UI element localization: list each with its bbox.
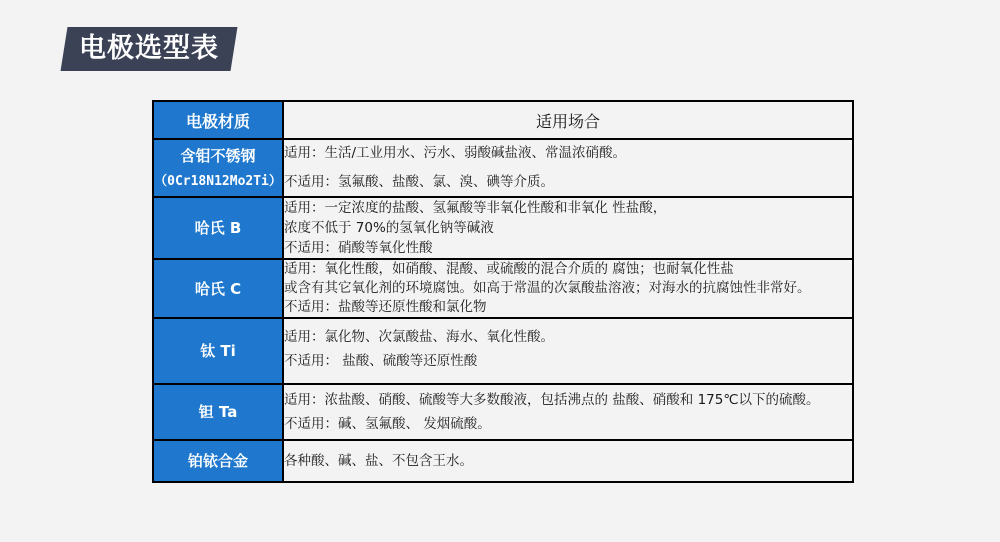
table-row-platinum-iridium: [153, 440, 853, 482]
material-cell: [153, 197, 283, 259]
material-name: 铂铱合金: [187, 452, 248, 470]
application-cell: [283, 384, 853, 440]
table-row-titanium: [153, 318, 853, 384]
material-cell: [153, 318, 283, 384]
application-line: 适用：生活/工业用水、污水、弱酸碱盐液、常温浓硝酸。: [284, 145, 627, 161]
application-line: 不适用：硝酸等氧化性酸: [284, 240, 433, 256]
application-line: 适用：氯化物、次氯酸盐、海水、氧化性酸。: [284, 329, 554, 345]
material-name: 钽 Ta: [198, 403, 238, 421]
application-line: 适用：一定浓度的盐酸、氢氟酸等非氧化性酸和非氧化 性盐酸，: [284, 200, 667, 216]
table-row-hastelloy-c: [153, 259, 853, 318]
material-cell: [153, 259, 283, 318]
material-name: 含钼不锈钢: [180, 147, 256, 165]
table-row-hastelloy-b: [153, 197, 853, 259]
application-cell: [283, 197, 853, 259]
column-header-application: 适用场合: [283, 101, 853, 139]
application-line: 不适用： 盐酸、硫酸等还原性酸: [284, 353, 478, 369]
material-cell: [153, 384, 283, 440]
material-cell: [153, 440, 283, 482]
application-line: 各种酸、碱、盐、不包含王水。: [284, 452, 473, 469]
column-header-material: 电极材质: [153, 101, 283, 139]
application-cell: [283, 139, 853, 197]
application-cell: [283, 440, 853, 482]
application-line: 适用：氧化性酸，如硝酸、混酸、或硫酸的混合介质的 腐蚀；也耐氧化性盐: [284, 261, 734, 277]
table-row-molybdenum-stainless: [153, 139, 853, 197]
material-name: 钛 Ti: [200, 342, 236, 360]
application-cell: [283, 318, 853, 384]
page-title: 电极选型表: [79, 33, 219, 64]
material-cell: [153, 139, 283, 197]
material-grade: （0Cr18N12Mo2Ti）: [154, 174, 282, 189]
application-line: 适用：浓盐酸、硝酸、硫酸等大多数酸液，包括沸点的 盐酸、硝酸和 175℃以下的硫酸。: [284, 391, 820, 408]
material-name: 哈氏 B: [194, 219, 242, 237]
application-cell: [283, 259, 853, 318]
application-line: 不适用：氢氟酸、盐酸、氯、溴、碘等介质。: [284, 174, 554, 190]
application-line: 浓度不低于 70%的氢氧化钠等碱液: [284, 220, 494, 236]
application-line: 不适用：盐酸等还原性酸和氯化物: [284, 299, 487, 315]
application-line: 或含有其它氧化剂的环境腐蚀。如高于常温的次氯酸盐溶液；对海水的抗腐蚀性非常好。: [284, 280, 811, 296]
material-name: 哈氏 C: [194, 279, 242, 298]
electrode-selection-table: [152, 100, 854, 483]
application-line: 不适用：碱、氢氟酸、 发烟硫酸。: [284, 415, 491, 432]
title-banner: [64, 27, 234, 71]
table-header-row: [153, 101, 853, 139]
table-row-tantalum: [153, 384, 853, 440]
